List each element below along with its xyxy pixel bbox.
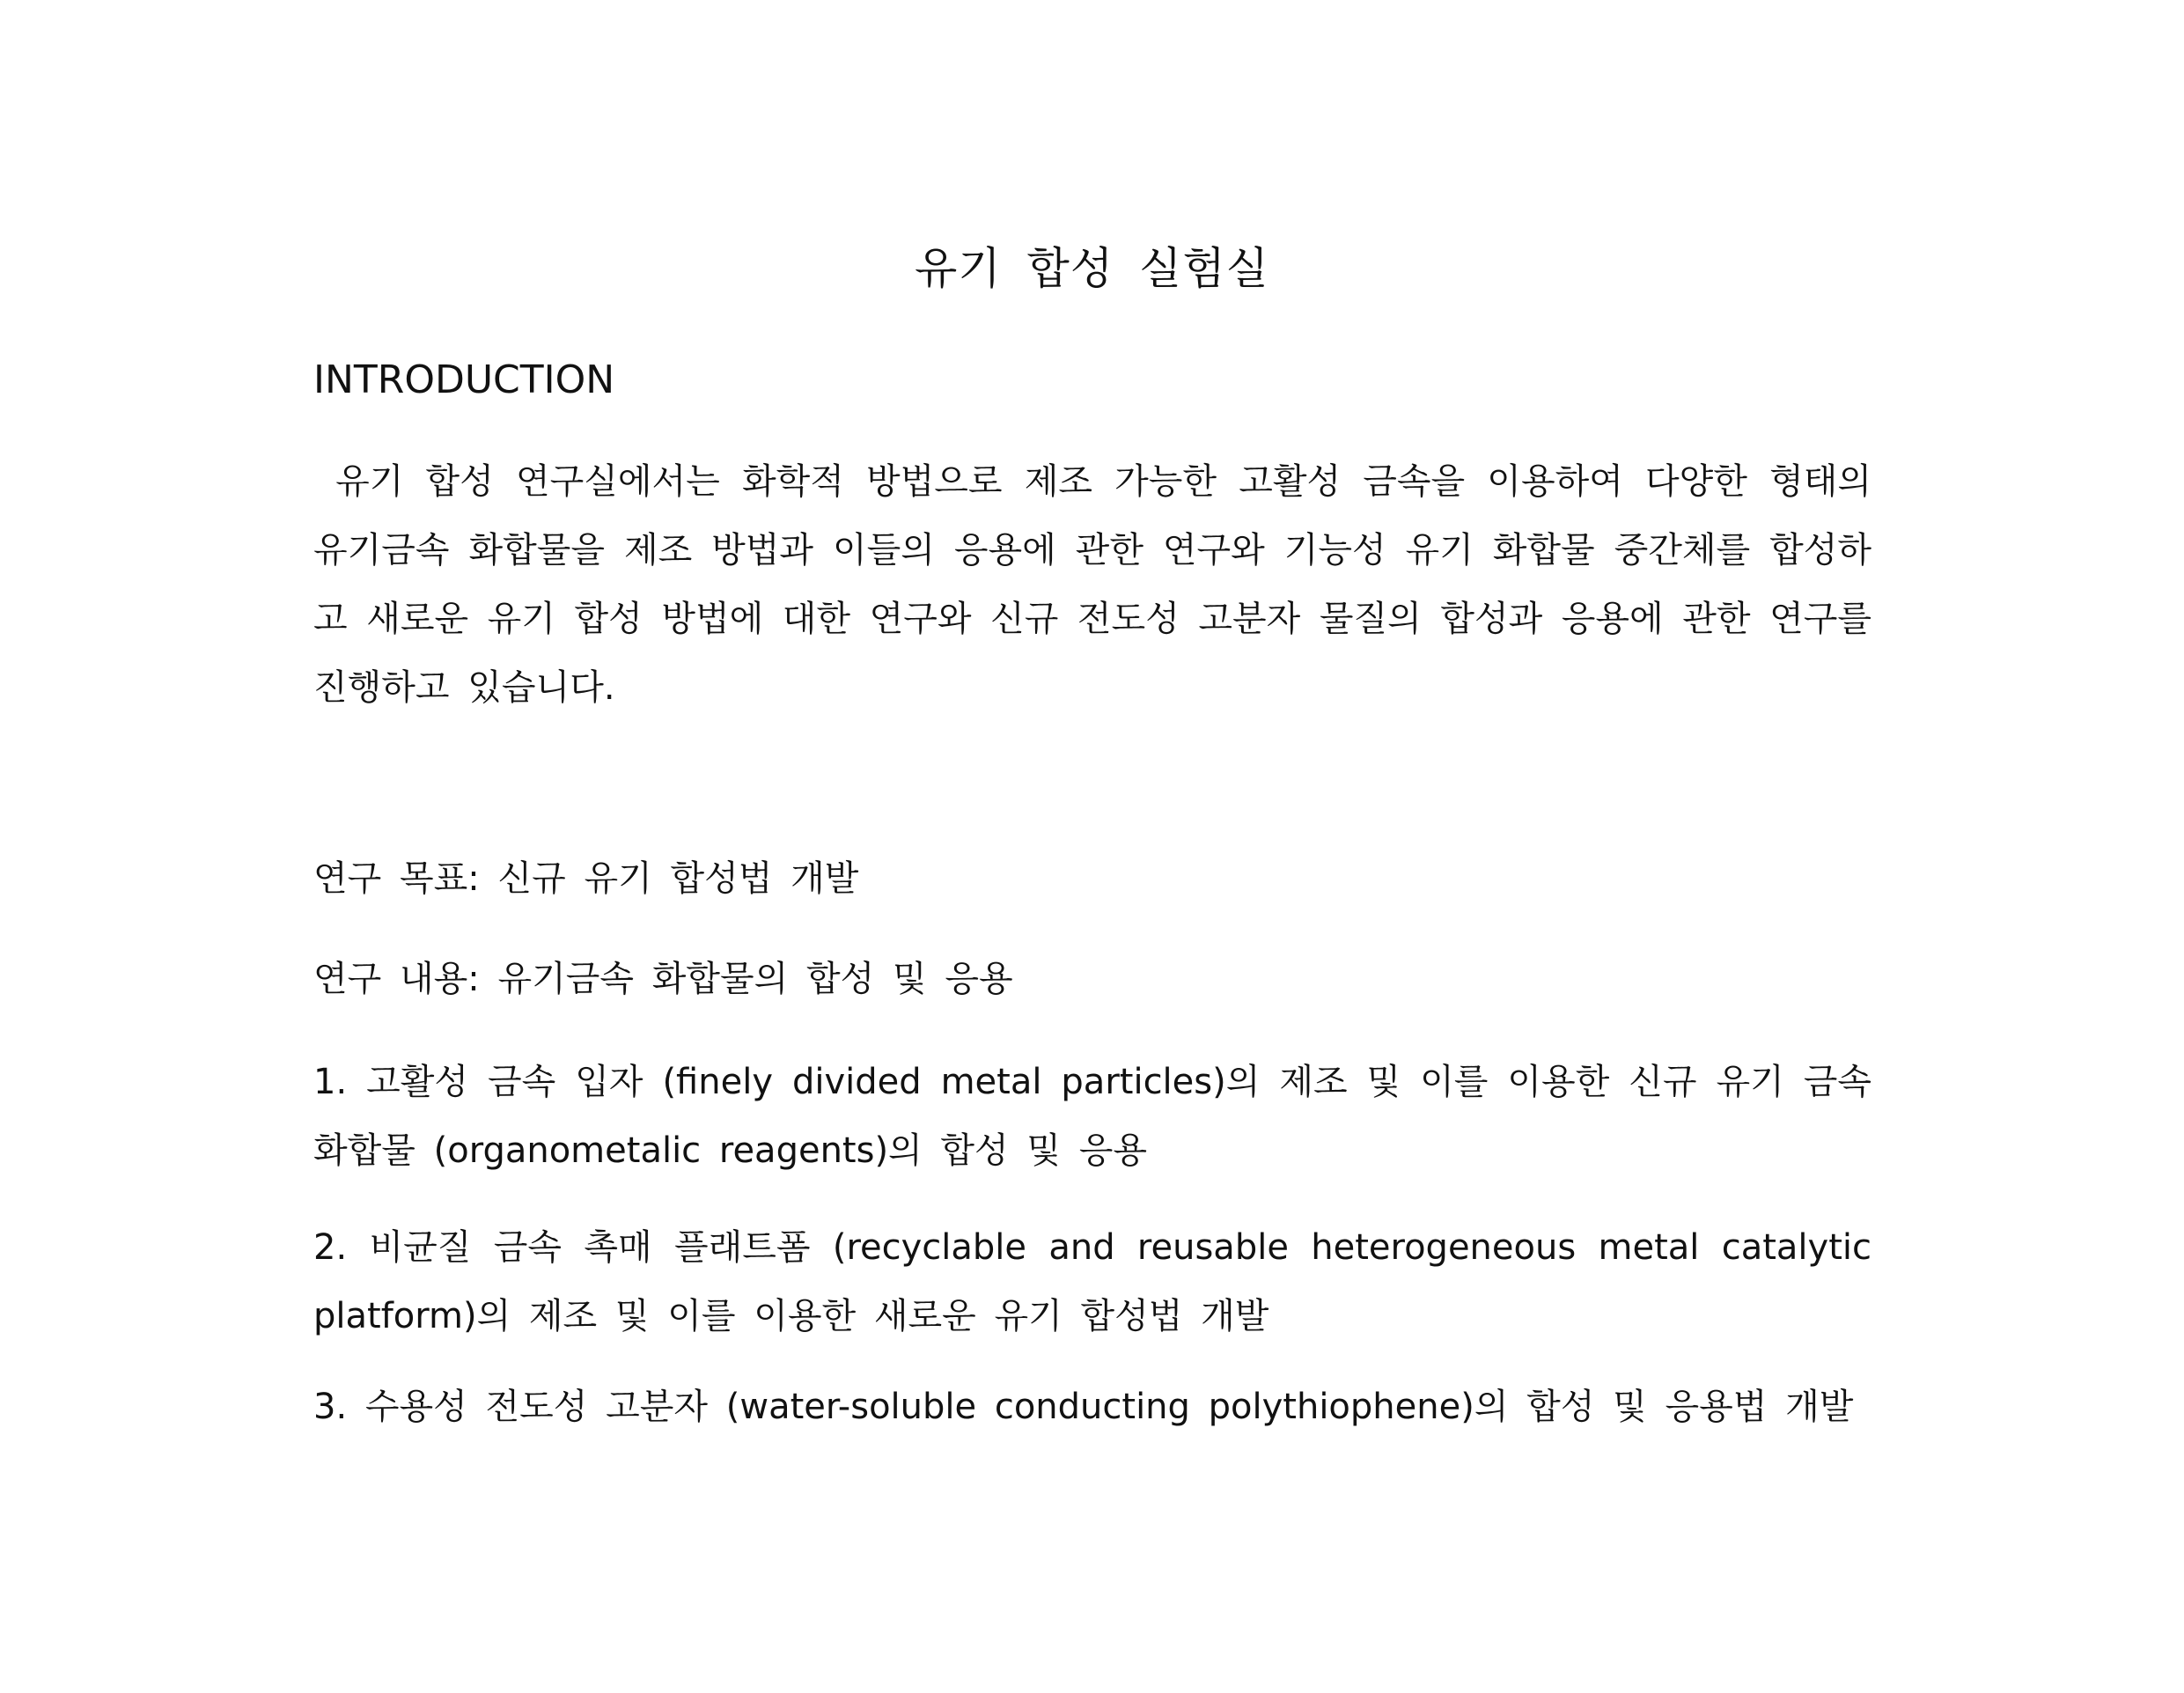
document-title: 유기 합성 실험실 [915,243,1269,294]
research-goal: 연구 목표: 신규 유기 합성법 개발 [313,858,859,899]
list-item: 1. 고활성 금속 입자 (finely divided metal particles)의 제조 및 이를 이용한 신규 유기 금속 화합물 (organometalic reagents)의 합성 및 응용 [313,1062,1871,1171]
list-item: 2. 비균질 금속 촉매 플래트폼 (recyclable and reusable heterogeneous metal catalytic platform)의 제조 및 이를 이용한 새로운 유기 합성법 개발 [313,1227,1871,1336]
intro-paragraph: 유기 합성 연구실에서는 화학적 방법으로 제조 가능한 고활성 금속을 이용하여 다양한 형태의 유기금속 화합물을 제조 방법과 이들의 응용에 관한 연구와 기능성 유기 화합물 중간체를 합성하고 새로운 유기 합성 방법에 대한 연구와 신규 전도성 고분자 물질의 합성과 응용에 관한 연구를 진행하고 있습니다. [313,461,1871,708]
list-item: 3. 수용성 전도성 고분자 (water-soluble conducting polythiophene)의 합성 및 응용법 개발 [313,1387,1854,1427]
research-content: 연구 내용: 유기금속 화합물의 합성 및 응용 [313,959,1013,999]
section-heading: INTRODUCTION [313,357,615,402]
